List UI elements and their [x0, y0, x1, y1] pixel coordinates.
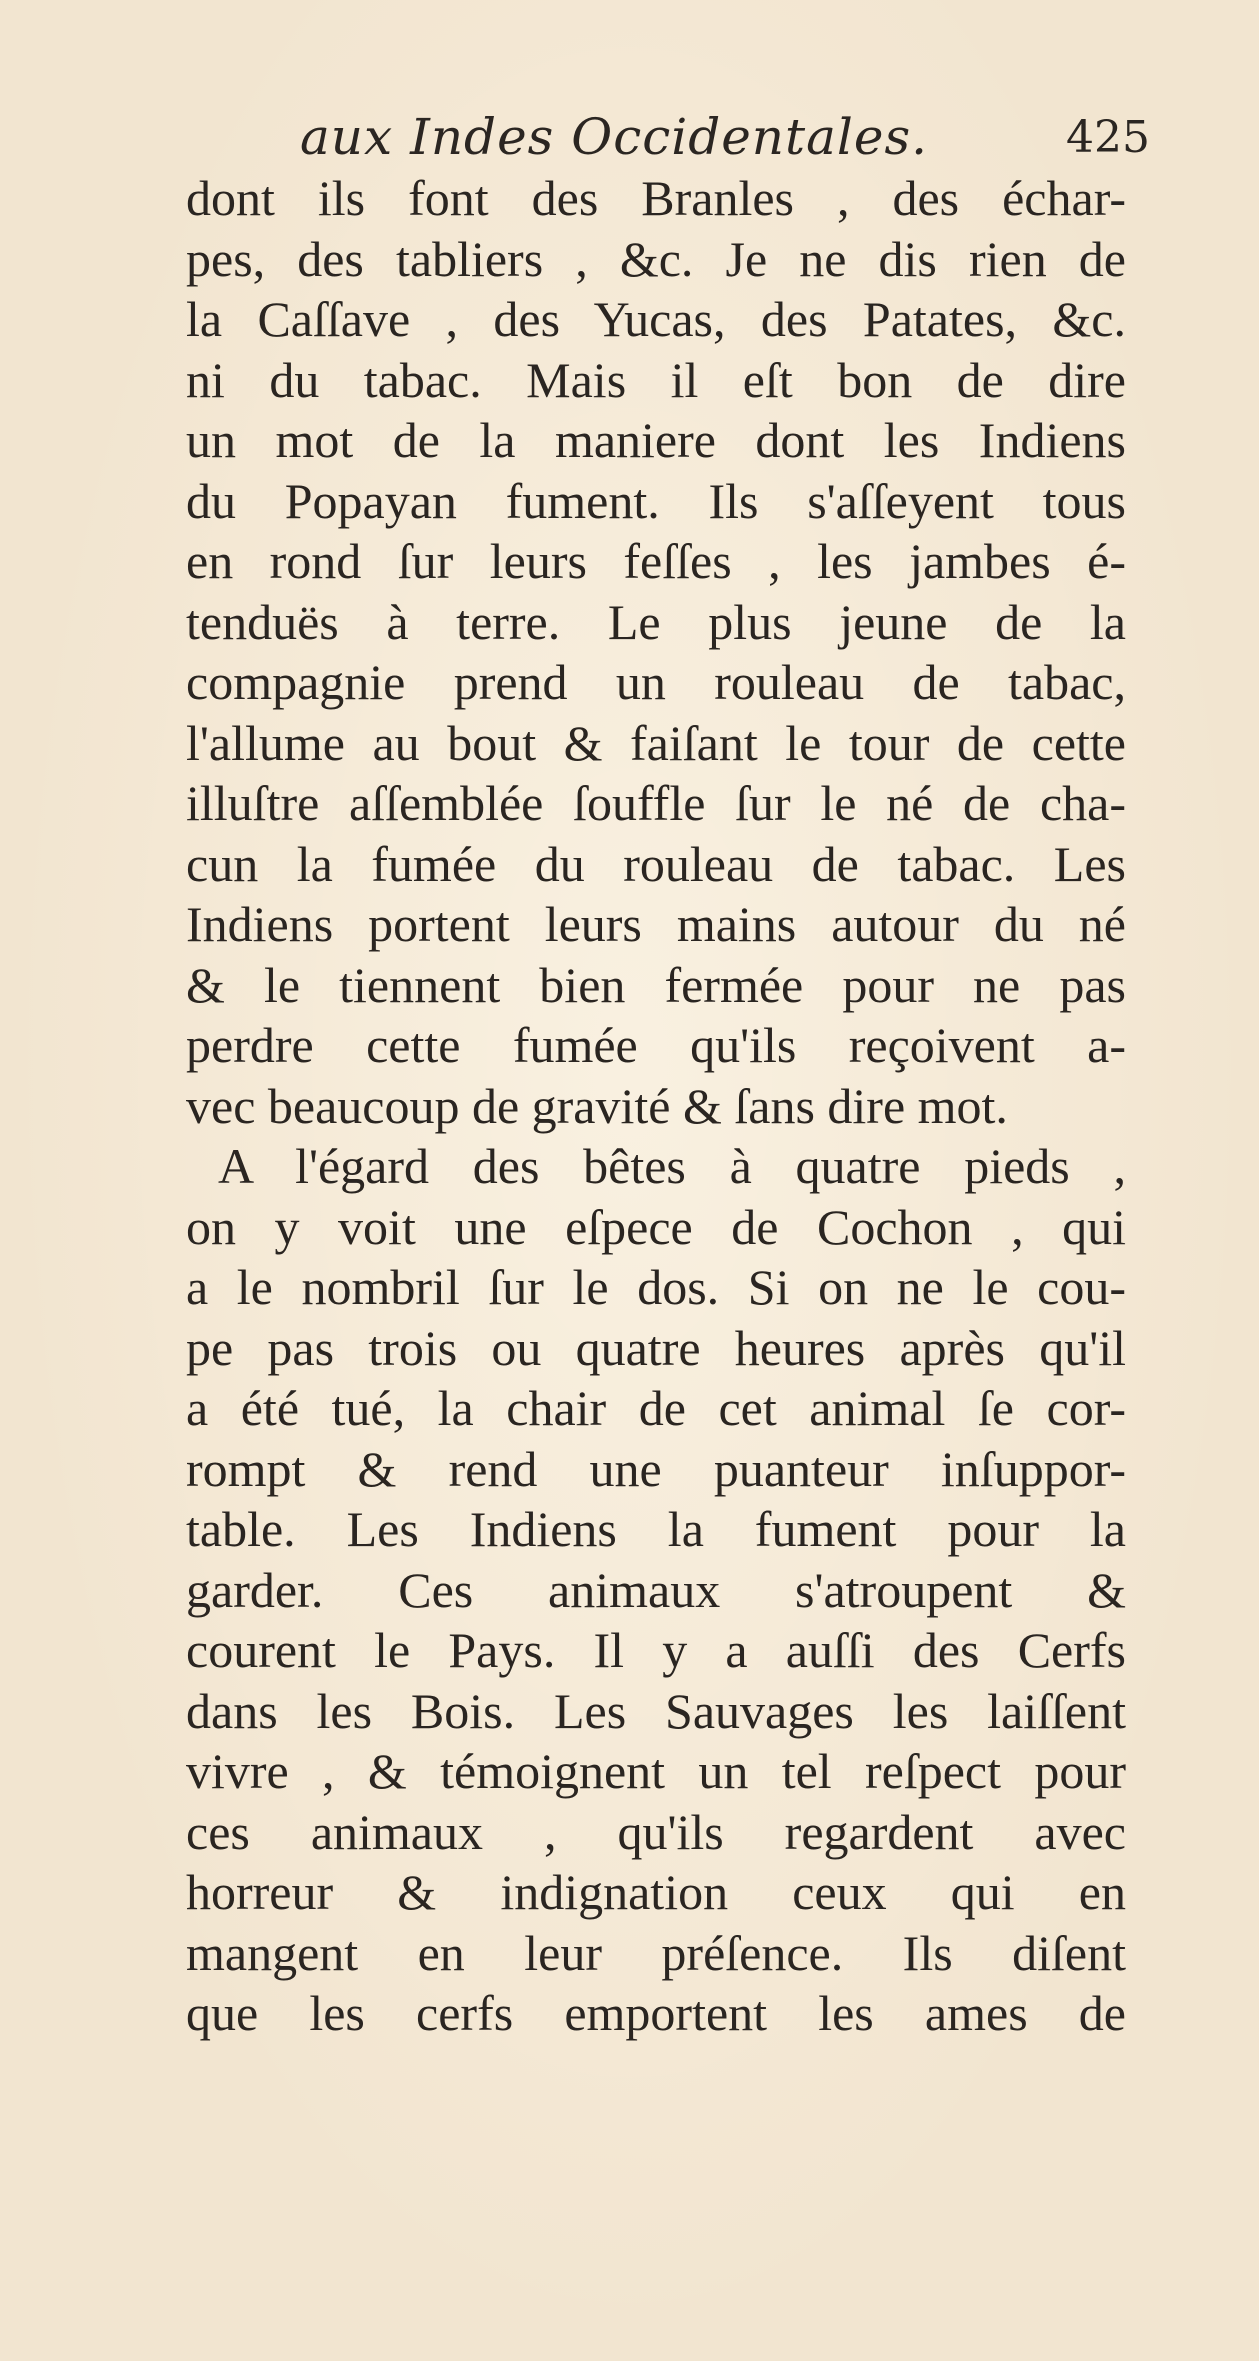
text-line: l'allume au bout & faiſant le tour de cette: [186, 714, 1126, 771]
text-line: Indiens portent leurs mains autour du né: [186, 896, 1126, 952]
text-line: pes, des tabliers , &c. Je ne dis rien de: [186, 230, 1126, 287]
text-line: en rond ſur leurs feſſes , les jambes é-: [186, 533, 1126, 589]
text-line: a le nombril ſur le dos. Si on ne le cou-: [186, 1259, 1126, 1315]
text-line: on y voit une eſpece de Cochon , qui: [186, 1198, 1126, 1255]
text-line: garder. Ces animaux s'atroupent &: [186, 1561, 1126, 1618]
text-line: illuſtre aſſemblée ſouffle ſur le né de cha-: [186, 775, 1126, 831]
text-line: horreur & indignation ceux qui en: [186, 1864, 1126, 1920]
text-line: table. Les Indiens la fument pour la: [186, 1501, 1126, 1557]
body-text: [186, 168, 1126, 2044]
running-title: aux Indes Occidentales.: [300, 108, 929, 166]
text-line: tenduës à terre. Le plus jeune de la: [186, 593, 1126, 650]
text-line: que les cerfs emportent les ames de: [186, 1985, 1126, 2041]
text-line: dont ils font des Branles , des échar-: [186, 170, 1126, 226]
text-line: compagnie prend un rouleau de tabac,: [186, 654, 1126, 710]
page-number: 425: [1066, 112, 1150, 163]
text-line: perdre cette fumée qu'ils reçoivent a-: [186, 1017, 1126, 1073]
text-line: vec beaucoup de gravité & ſans dire mot.: [186, 1077, 1008, 1134]
text-line: la Caſſave , des Yucas, des Patates, &c.: [186, 291, 1126, 347]
text-line: ni du tabac. Mais il eſt bon de dire: [186, 351, 1126, 408]
text-line: ces animaux , qu'ils regardent avec: [186, 1803, 1126, 1860]
text-line: & le tiennent bien fermée pour ne pas: [186, 956, 1126, 1013]
text-line: pe pas trois ou quatre heures après qu'il: [186, 1319, 1126, 1376]
text-line: A l'égard des bêtes à quatre pieds ,: [218, 1138, 1126, 1194]
text-line: dans les Bois. Les Sauvages les laiſſent: [186, 1682, 1126, 1739]
text-line: un mot de la maniere dont les Indiens: [186, 412, 1126, 468]
text-line: cun la fumée du rouleau de tabac. Les: [186, 835, 1126, 892]
text-line: du Popayan fument. Ils s'aſſeyent tous: [186, 472, 1126, 529]
text-line: a été tué, la chair de cet animal ſe cor-: [186, 1380, 1126, 1436]
text-line: vivre , & témoignent un tel reſpect pour: [186, 1743, 1126, 1799]
text-line: courent le Pays. Il y a auſſi des Cerfs: [186, 1622, 1126, 1678]
text-line: rompt & rend une puanteur inſuppor-: [186, 1440, 1126, 1497]
text-line: mangent en leur préſence. Ils diſent: [186, 1924, 1126, 1981]
